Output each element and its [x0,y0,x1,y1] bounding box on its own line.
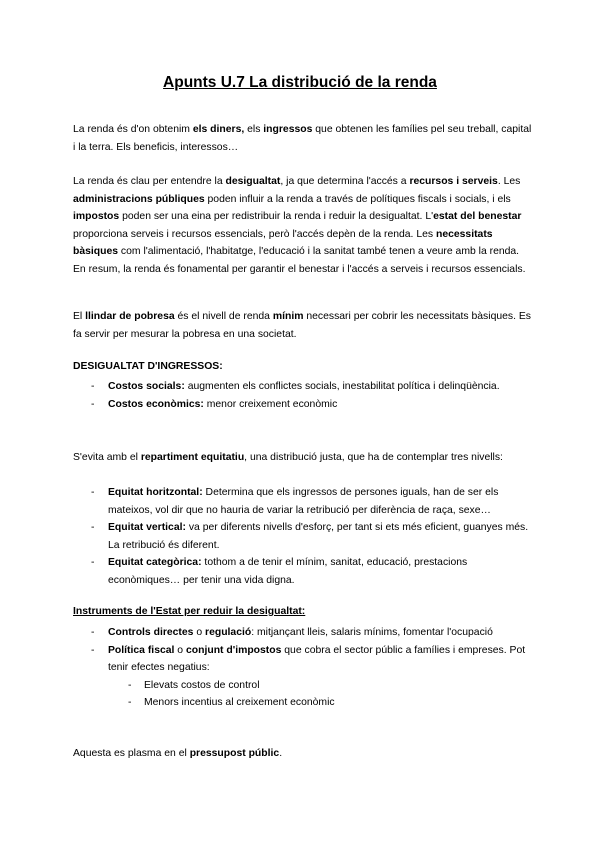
section-heading-instruments: Instruments de l'Estat per reduir la desigualtat: [73,606,306,617]
paragraph-repartiment: S'evita amb el repartiment equitatiu, una distribució justa, que ha de contemplar tres nivells: [73,452,503,463]
list-item: - Equitat vertical: va per diferents nivells d'esforç, per tant si ets més eficient, guanyes més. La retribució és diferent. [91,522,529,551]
paragraph-desigualtat: La renda és clau per entendre la desigualtat, ja que determina l'accés a recursos i serveis. Les administracions públiques poden influir a la renda a través de polítiques fiscals i socials, i els impostos poden ser una eina per redistribuir la renda i reduir la desigualtat. L'estat del benestar proporciona serveis i recursos essencials, però l'accés depèn de la renda. Les necessitats bàsiques com l'alimentació, l'habitatge, l'educació i la sanitat també tenen a veure amb la renda. En resum, la renda és fonamental per garantir el benestar i l'accés a serveis i recursos essencials. [73,176,526,275]
list-item: - Costos socials: augmenten els conflictes socials, inestabilitat política i delinqüència. [91,381,500,392]
paragraph-llindar-pobresa: El llindar de pobresa és el nivell de renda mínim necessari per cobrir les necessitats bàsiques. Es fa servir per mesurar la pobresa en una societat. [73,311,531,340]
paragraph-renda-definition: La renda és d'on obtenim els diners, els ingressos que obtenen les famílies pel seu treball, capital i la terra. Els beneficis, interessos… [73,124,532,153]
section-heading-desigualtat: DESIGUALTAT D'INGRESSOS: [73,361,223,372]
sublist-item: - Menors incentius al creixement econòmic [128,697,335,709]
sublist-efectes [108,677,533,712]
list-item: - Controls directes o regulació: mitjançant lleis, salaris mínims, fomentar l'ocupació [91,627,493,638]
list-equitat [73,484,533,590]
list-item: - Equitat horitzontal: Determina que els ingressos de persones iguals, han de ser els mateixos, vol dir que no hauria de variar la retribució per diferència de raça, sexe… [91,487,499,516]
list-item: - Costos econòmics: menor creixement econòmic [91,398,338,410]
sublist-item: - Elevats costos de control [128,679,260,691]
list-instruments [73,624,533,712]
list-item: - Política fiscal o conjunt d'impostos que cobra el sector públic a famílies i empreses. Pot tenir efectes negatius: - Elevats costos de control - Menors incentius al creixement econòmic [73,642,533,712]
paragraph-pressupost: Aquesta es plasma en el pressupost públic. [73,748,283,759]
list-costos [73,378,533,413]
list-item: - Equitat categòrica: tothom a de tenir el mínim, sanitat, educació, prestacions econòmiques… per tenir una vida digna. [91,557,468,586]
page-title: Apunts U.7 La distribució de la renda [163,74,437,91]
